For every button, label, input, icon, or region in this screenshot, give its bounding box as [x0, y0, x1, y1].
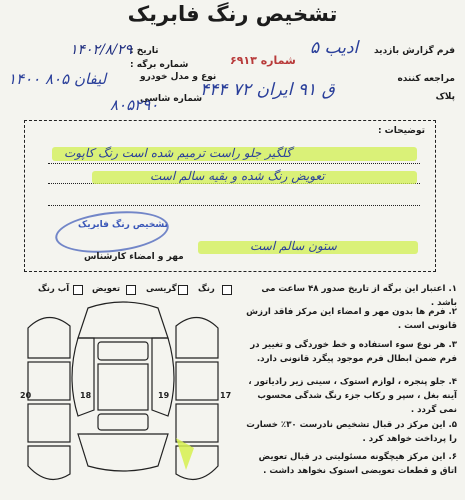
legend-replaced-label: تعویض — [92, 284, 121, 294]
legend-putty-checkbox[interactable] — [178, 285, 188, 295]
diagram-number-18: 18 — [80, 391, 92, 400]
diagram-number-17: 17 — [220, 391, 232, 400]
model-value: ۱۴۰۰ لیفان ۸۰۵ — [8, 70, 107, 88]
notes-line-3 — [48, 205, 420, 206]
model-label: نوع و مدل خودرو — [140, 72, 217, 82]
legend-wash-checkbox[interactable] — [73, 285, 83, 295]
legend-wash-label: آب رنگ — [38, 284, 70, 294]
rule-2: ۲. فرم ها بدون مهر و امضاء این مرکز فاقد ارزش قانونی است . — [246, 307, 457, 331]
rule-3: ۳. هر نوع سوء استفاده و خط خوردگی و تغییر در فرم ضمن ابطال فرم موجود پیگرد قانونی دارد. — [250, 340, 457, 364]
legend-paint-checkbox[interactable] — [222, 285, 232, 295]
legend-paint-label: رنگ — [198, 284, 215, 294]
diagram-right-front-fender — [176, 317, 218, 358]
stamp-title: تشخیص رنگ فابریک — [78, 220, 168, 230]
date-label: تاریخ : — [130, 46, 159, 56]
diagram-number-19: 19 — [158, 391, 170, 400]
diagram-hood-front — [78, 302, 168, 338]
diagram-left-rear-door — [28, 404, 70, 442]
diagram-roof — [98, 364, 148, 410]
notes-label: توضیحات : — [377, 126, 425, 136]
diagram-left-rear-fender — [28, 446, 70, 479]
date-value: ۱۴۰۲/۸/۲۹ — [70, 42, 133, 58]
rule-4: ۴. جلو پنجره ، لوازم استوک ، سینی زیر رادیاتور ، آینه بغل ، سپر و رکاب جزء رنگ شدگی محسوب نمی گردد . — [248, 377, 457, 415]
notes-extra-text: ستون سالم است — [250, 239, 337, 253]
diagram-right-front-door — [176, 362, 218, 400]
diagram-left-front-fender — [28, 317, 70, 358]
report-no-value: ۵ ادیب — [310, 38, 359, 58]
sheet-no-value: شماره ۶۹۱۳ — [230, 54, 296, 67]
diagram-right-doors — [152, 338, 174, 416]
rule-6: ۶. این مرکز هیچگونه مسئولیتی در قبال تعویض اتاق و قطعات تعویضی استوک نخواهد داشت . — [258, 452, 457, 476]
car-diagram — [18, 298, 232, 494]
diagram-left-doors — [72, 338, 94, 416]
report-no-label: فرم گزارش بازدید — [373, 46, 455, 56]
plate-value: ۴۴۴ ق ۹۱ ایران ۷۲ — [200, 80, 335, 100]
chassis-label: شماره شاسی — [140, 94, 203, 104]
diagram-trunk — [78, 434, 168, 471]
legend-replaced-checkbox[interactable] — [126, 285, 136, 295]
sheet-no-label: شماره برگه : — [130, 60, 189, 70]
plate-label: پلاک — [435, 92, 455, 102]
rule-1: ۱. اعتبار این برگه از تاریخ صدور ۴۸ ساعت می باشد . — [261, 284, 457, 308]
diagram-highlight-mark — [176, 438, 194, 470]
diagram-rear-glass — [98, 414, 148, 430]
form-title: تشخیص رنگ فابریک — [127, 2, 338, 26]
diagram-left-front-door — [28, 362, 70, 400]
legend-putty-label: گریسی — [146, 284, 177, 294]
diagram-windshield — [98, 342, 148, 360]
diagram-number-20: 20 — [20, 391, 32, 400]
rule-5: ۵. این مرکز در قبال تشخیص نادرست ۳۰٪ خسارت را پرداخت خواهد کرد . — [246, 420, 457, 444]
chassis-value: ۸۰۵۲۹۰ — [110, 96, 159, 114]
notes-line-1 — [48, 163, 420, 164]
notes-line-1-text: گلگیر جلو راست ترمیم شده است رنگ کاپوت — [64, 146, 292, 160]
stamp-caption: مهر و امضاء کارشناس — [84, 252, 184, 262]
notes-line-2-text: تعویض رنگ شده و بقیه سالم است — [150, 169, 325, 183]
client-label: مراجعه کننده — [397, 74, 455, 84]
diagram-right-rear-door — [176, 404, 218, 442]
